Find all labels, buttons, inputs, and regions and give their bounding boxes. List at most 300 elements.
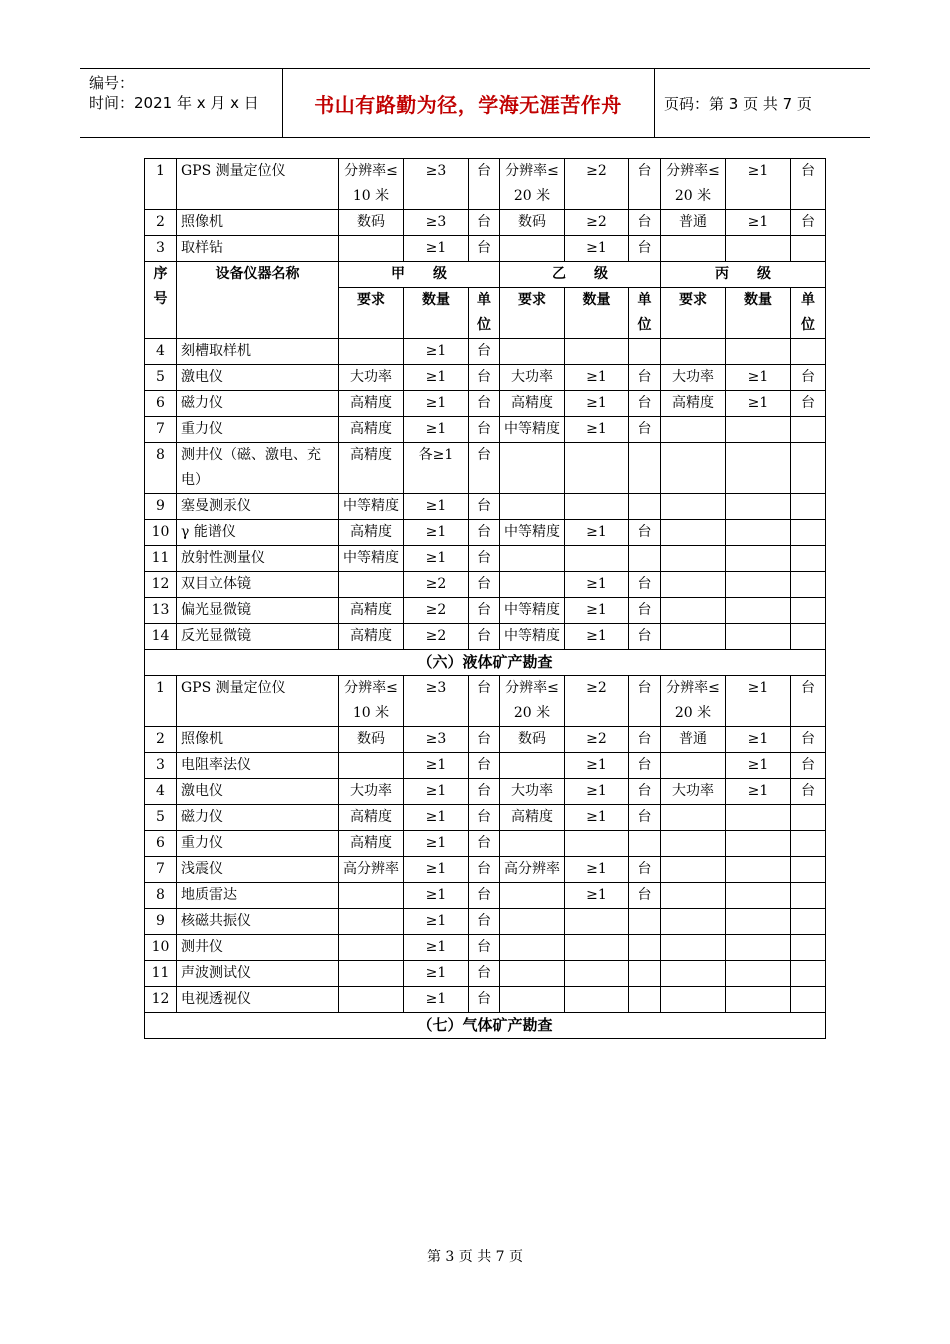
grade-c-requirement	[661, 805, 726, 831]
grade-b-requirement	[500, 572, 565, 598]
grade-b-unit: 台	[629, 857, 661, 883]
header-b-qty: 数量	[565, 288, 629, 339]
grade-b-quantity: ≥1	[565, 520, 629, 546]
grade-b-quantity: ≥1	[565, 417, 629, 443]
grade-b-unit	[629, 546, 661, 572]
grade-b-quantity: ≥1	[565, 857, 629, 883]
row-number: 12	[145, 987, 177, 1013]
row-number: 4	[145, 779, 177, 805]
grade-c-requirement: 普通	[661, 727, 726, 753]
grade-b-unit: 台	[629, 417, 661, 443]
grade-a-unit: 台	[469, 961, 500, 987]
row-number: 14	[145, 624, 177, 650]
row-number: 9	[145, 909, 177, 935]
grade-b-quantity: ≥1	[565, 805, 629, 831]
equipment-name: 地质雷达	[177, 883, 339, 909]
grade-a-requirement: 分辨率≤10 米	[339, 159, 404, 210]
table-row	[145, 546, 826, 572]
grade-c-requirement	[661, 339, 726, 365]
grade-b-unit: 台	[629, 210, 661, 236]
grade-b-requirement: 高精度	[500, 391, 565, 417]
grade-c-requirement	[661, 987, 726, 1013]
grade-b-requirement: 中等精度	[500, 598, 565, 624]
grade-a-requirement: 高分辨率	[339, 857, 404, 883]
grade-b-quantity	[565, 339, 629, 365]
grade-b-quantity	[565, 494, 629, 520]
header-a-qty: 数量	[404, 288, 469, 339]
grade-b-quantity	[565, 987, 629, 1013]
grade-a-requirement: 高精度	[339, 443, 404, 494]
equipment-name: 放射性测量仪	[177, 546, 339, 572]
grade-c-unit	[791, 494, 826, 520]
row-number: 3	[145, 753, 177, 779]
grade-c-quantity	[726, 624, 791, 650]
row-number: 4	[145, 339, 177, 365]
equipment-name: 刻槽取样机	[177, 339, 339, 365]
equipment-name: 激电仪	[177, 779, 339, 805]
grade-c-quantity	[726, 546, 791, 572]
grade-b-requirement	[500, 883, 565, 909]
header-meta	[80, 69, 283, 137]
grade-b-quantity: ≥1	[565, 753, 629, 779]
grade-a-requirement: 高精度	[339, 624, 404, 650]
grade-c-requirement: 大功率	[661, 365, 726, 391]
grade-a-quantity: ≥2	[404, 572, 469, 598]
grade-a-unit: 台	[469, 624, 500, 650]
grade-b-unit: 台	[629, 883, 661, 909]
grade-a-quantity: ≥1	[404, 339, 469, 365]
grade-c-requirement: 普通	[661, 210, 726, 236]
grade-b-requirement: 数码	[500, 210, 565, 236]
equipment-name: 重力仪	[177, 417, 339, 443]
grade-c-requirement	[661, 236, 726, 262]
grade-b-quantity: ≥2	[565, 727, 629, 753]
grade-a-unit: 台	[469, 676, 500, 727]
header-b-req: 要求	[500, 288, 565, 339]
grade-a-quantity: ≥1	[404, 909, 469, 935]
grade-a-requirement	[339, 987, 404, 1013]
grade-a-quantity: ≥1	[404, 391, 469, 417]
equipment-table	[144, 158, 826, 1039]
table-row	[145, 210, 826, 236]
grade-c-quantity	[726, 831, 791, 857]
grade-a-requirement	[339, 909, 404, 935]
grade-a-quantity: ≥2	[404, 598, 469, 624]
grade-a-quantity: ≥1	[404, 520, 469, 546]
grade-a-unit: 台	[469, 727, 500, 753]
section-title-gas: （七）气体矿产勘查	[145, 1013, 826, 1039]
row-number: 8	[145, 883, 177, 909]
grade-c-quantity: ≥1	[726, 210, 791, 236]
grade-c-quantity	[726, 520, 791, 546]
grade-c-quantity	[726, 572, 791, 598]
grade-a-quantity: ≥1	[404, 883, 469, 909]
header-motto-cell	[282, 69, 655, 137]
grade-b-requirement: 高分辨率	[500, 857, 565, 883]
grade-c-unit	[791, 520, 826, 546]
grade-b-requirement: 数码	[500, 727, 565, 753]
table-row	[145, 805, 826, 831]
grade-a-requirement	[339, 961, 404, 987]
grade-c-unit	[791, 909, 826, 935]
grade-c-quantity: ≥1	[726, 753, 791, 779]
grade-b-unit	[629, 909, 661, 935]
table-row	[145, 935, 826, 961]
grade-c-quantity	[726, 909, 791, 935]
grade-c-requirement	[661, 961, 726, 987]
grade-a-requirement: 中等精度	[339, 546, 404, 572]
grade-a-unit: 台	[469, 443, 500, 494]
row-number: 12	[145, 572, 177, 598]
grade-a-quantity: ≥3	[404, 727, 469, 753]
grade-a-requirement: 高精度	[339, 805, 404, 831]
grade-c-unit	[791, 935, 826, 961]
grade-b-unit: 台	[629, 779, 661, 805]
equipment-name: 磁力仪	[177, 391, 339, 417]
equipment-name: 反光显微镜	[177, 624, 339, 650]
grade-c-quantity	[726, 339, 791, 365]
equipment-name: 测井仪	[177, 935, 339, 961]
grade-b-unit	[629, 339, 661, 365]
grade-a-unit: 台	[469, 494, 500, 520]
grade-b-unit: 台	[629, 391, 661, 417]
grade-b-unit: 台	[629, 753, 661, 779]
rows-top	[145, 159, 826, 262]
grade-b-quantity	[565, 961, 629, 987]
table-row	[145, 727, 826, 753]
grade-c-requirement: 大功率	[661, 779, 726, 805]
grade-a-unit: 台	[469, 909, 500, 935]
grade-b-quantity	[565, 909, 629, 935]
grade-a-quantity: ≥3	[404, 159, 469, 210]
grade-b-unit: 台	[629, 572, 661, 598]
grade-c-quantity	[726, 857, 791, 883]
grade-b-unit: 台	[629, 159, 661, 210]
grade-a-quantity: ≥1	[404, 779, 469, 805]
grade-a-requirement: 大功率	[339, 779, 404, 805]
grade-c-unit: 台	[791, 727, 826, 753]
grade-a-requirement: 大功率	[339, 365, 404, 391]
grade-c-unit	[791, 624, 826, 650]
grade-b-requirement	[500, 961, 565, 987]
code-label: 编号：	[89, 74, 135, 92]
grade-c-requirement	[661, 443, 726, 494]
grade-b-quantity: ≥1	[565, 883, 629, 909]
equipment-name: 电阻率法仪	[177, 753, 339, 779]
grade-c-unit: 台	[791, 391, 826, 417]
equipment-name: 磁力仪	[177, 805, 339, 831]
row-number: 11	[145, 546, 177, 572]
grade-a-quantity: ≥1	[404, 236, 469, 262]
grade-c-requirement	[661, 417, 726, 443]
table-row	[145, 520, 826, 546]
grade-a-quantity: ≥1	[404, 831, 469, 857]
grade-b-unit: 台	[629, 624, 661, 650]
equipment-name: 双目立体镜	[177, 572, 339, 598]
grade-b-quantity	[565, 443, 629, 494]
grade-b-quantity: ≥2	[565, 159, 629, 210]
grade-c-requirement	[661, 753, 726, 779]
grade-b-quantity: ≥2	[565, 676, 629, 727]
grade-a-requirement	[339, 935, 404, 961]
grade-a-unit: 台	[469, 935, 500, 961]
grade-b-quantity: ≥1	[565, 236, 629, 262]
table-row	[145, 443, 826, 494]
grade-c-quantity: ≥1	[726, 159, 791, 210]
row-number: 8	[145, 443, 177, 494]
grade-b-requirement	[500, 987, 565, 1013]
rows-mid	[145, 339, 826, 650]
grade-c-unit: 台	[791, 753, 826, 779]
equipment-name: 浅震仪	[177, 857, 339, 883]
row-number: 1	[145, 159, 177, 210]
grade-c-quantity: ≥1	[726, 676, 791, 727]
table-row	[145, 909, 826, 935]
grade-b-unit: 台	[629, 727, 661, 753]
row-number: 2	[145, 210, 177, 236]
row-number: 5	[145, 365, 177, 391]
grade-b-quantity	[565, 831, 629, 857]
grade-c-quantity	[726, 494, 791, 520]
grade-a-unit: 台	[469, 236, 500, 262]
grade-c-requirement: 高精度	[661, 391, 726, 417]
grade-a-unit: 台	[469, 831, 500, 857]
grade-c-requirement	[661, 572, 726, 598]
equipment-name: 声波测试仪	[177, 961, 339, 987]
row-number: 3	[145, 236, 177, 262]
row-number: 2	[145, 727, 177, 753]
grade-c-requirement	[661, 598, 726, 624]
row-number: 13	[145, 598, 177, 624]
equipment-name: 测井仪（磁、激电、充电）	[177, 443, 339, 494]
grade-a-quantity: ≥1	[404, 365, 469, 391]
equipment-name: 照像机	[177, 210, 339, 236]
grade-b-unit: 台	[629, 236, 661, 262]
grade-a-quantity: ≥1	[404, 805, 469, 831]
grade-b-unit	[629, 831, 661, 857]
page-info: 页码：第 3 页 共 7 页	[664, 94, 812, 113]
header-name: 设备仪器名称	[177, 262, 339, 339]
equipment-name: 取样钻	[177, 236, 339, 262]
grade-b-quantity: ≥2	[565, 210, 629, 236]
grade-b-quantity	[565, 546, 629, 572]
grade-a-requirement: 高精度	[339, 598, 404, 624]
header-grade-a: 甲 级	[339, 262, 500, 288]
grade-c-quantity	[726, 961, 791, 987]
grade-c-requirement	[661, 883, 726, 909]
grade-c-unit	[791, 987, 826, 1013]
table-header	[145, 262, 826, 339]
grade-c-unit: 台	[791, 210, 826, 236]
grade-a-quantity: ≥3	[404, 676, 469, 727]
grade-a-requirement: 中等精度	[339, 494, 404, 520]
grade-c-requirement	[661, 857, 726, 883]
grade-a-unit: 台	[469, 987, 500, 1013]
table-row	[145, 598, 826, 624]
grade-c-unit	[791, 805, 826, 831]
table-row	[145, 624, 826, 650]
grade-c-requirement	[661, 624, 726, 650]
grade-b-unit: 台	[629, 365, 661, 391]
header-c-qty: 数量	[726, 288, 791, 339]
grade-b-unit	[629, 443, 661, 494]
grade-c-unit	[791, 339, 826, 365]
grade-b-unit: 台	[629, 805, 661, 831]
grade-c-unit	[791, 546, 826, 572]
equipment-name: GPS 测量定位仪	[177, 159, 339, 210]
table-row	[145, 857, 826, 883]
equipment-name: 重力仪	[177, 831, 339, 857]
table-row	[145, 339, 826, 365]
grade-a-unit: 台	[469, 365, 500, 391]
grade-c-unit: 台	[791, 159, 826, 210]
section-7	[145, 1013, 826, 1039]
table-row	[145, 572, 826, 598]
grade-a-quantity: ≥1	[404, 961, 469, 987]
grade-c-unit: 台	[791, 365, 826, 391]
grade-b-unit	[629, 961, 661, 987]
grade-b-quantity	[565, 935, 629, 961]
header-page-cell	[655, 69, 870, 137]
table-row	[145, 753, 826, 779]
row-number: 6	[145, 391, 177, 417]
grade-a-quantity: ≥2	[404, 624, 469, 650]
grade-c-requirement	[661, 935, 726, 961]
grade-c-unit	[791, 857, 826, 883]
grade-a-unit: 台	[469, 883, 500, 909]
grade-b-unit	[629, 494, 661, 520]
grade-a-unit: 台	[469, 753, 500, 779]
row-number: 11	[145, 961, 177, 987]
grade-b-requirement: 高精度	[500, 805, 565, 831]
grade-c-quantity	[726, 935, 791, 961]
grade-b-requirement: 中等精度	[500, 624, 565, 650]
header-a-req: 要求	[339, 288, 404, 339]
grade-b-requirement	[500, 909, 565, 935]
grade-b-unit: 台	[629, 520, 661, 546]
grade-c-unit: 台	[791, 779, 826, 805]
row-number: 6	[145, 831, 177, 857]
header-grade-c: 丙 级	[661, 262, 826, 288]
row-number: 10	[145, 935, 177, 961]
grade-c-unit	[791, 961, 826, 987]
grade-a-requirement: 数码	[339, 727, 404, 753]
grade-a-quantity: ≥3	[404, 210, 469, 236]
header-b-unit: 单位	[629, 288, 661, 339]
grade-a-requirement: 高精度	[339, 831, 404, 857]
grade-a-requirement: 高精度	[339, 391, 404, 417]
grade-c-quantity: ≥1	[726, 391, 791, 417]
table-row	[145, 961, 826, 987]
grade-b-requirement	[500, 935, 565, 961]
grade-c-quantity: ≥1	[726, 727, 791, 753]
grade-b-requirement: 大功率	[500, 365, 565, 391]
grade-a-quantity: ≥1	[404, 417, 469, 443]
row-number: 5	[145, 805, 177, 831]
table-row	[145, 236, 826, 262]
table-row	[145, 494, 826, 520]
table-row	[145, 676, 826, 727]
header-seq: 序号	[145, 262, 177, 339]
grade-a-unit: 台	[469, 520, 500, 546]
grade-b-requirement	[500, 494, 565, 520]
grade-b-requirement: 大功率	[500, 779, 565, 805]
grade-c-quantity	[726, 236, 791, 262]
grade-a-unit: 台	[469, 159, 500, 210]
table-row	[145, 883, 826, 909]
equipment-name: GPS 测量定位仪	[177, 676, 339, 727]
grade-b-requirement	[500, 831, 565, 857]
grade-b-quantity: ≥1	[565, 779, 629, 805]
grade-b-unit: 台	[629, 598, 661, 624]
grade-c-unit	[791, 417, 826, 443]
grade-c-quantity	[726, 417, 791, 443]
grade-a-unit: 台	[469, 572, 500, 598]
grade-b-quantity: ≥1	[565, 572, 629, 598]
grade-a-requirement: 高精度	[339, 520, 404, 546]
grade-a-requirement	[339, 883, 404, 909]
header-grade-b: 乙 级	[500, 262, 661, 288]
grade-a-unit: 台	[469, 805, 500, 831]
grade-b-requirement	[500, 443, 565, 494]
header-c-unit: 单位	[791, 288, 826, 339]
section-title-liquid: （六）液体矿产勘查	[145, 650, 826, 676]
grade-a-quantity: 各≥1	[404, 443, 469, 494]
grade-a-quantity: ≥1	[404, 935, 469, 961]
grade-b-unit	[629, 935, 661, 961]
row-number: 1	[145, 676, 177, 727]
grade-c-unit	[791, 883, 826, 909]
grade-a-unit: 台	[469, 598, 500, 624]
grade-a-unit: 台	[469, 210, 500, 236]
grade-c-unit: 台	[791, 676, 826, 727]
grade-c-requirement	[661, 831, 726, 857]
header-c-req: 要求	[661, 288, 726, 339]
grade-b-requirement: 分辨率≤20 米	[500, 676, 565, 727]
grade-a-unit: 台	[469, 779, 500, 805]
grade-b-requirement: 中等精度	[500, 417, 565, 443]
row-number: 9	[145, 494, 177, 520]
equipment-name: 塞曼测汞仪	[177, 494, 339, 520]
grade-a-quantity: ≥1	[404, 857, 469, 883]
grade-c-quantity	[726, 805, 791, 831]
grade-a-unit: 台	[469, 857, 500, 883]
grade-b-quantity: ≥1	[565, 624, 629, 650]
equipment-name: 电视透视仪	[177, 987, 339, 1013]
table-row	[145, 831, 826, 857]
grade-a-quantity: ≥1	[404, 753, 469, 779]
grade-c-quantity	[726, 883, 791, 909]
grade-c-quantity: ≥1	[726, 779, 791, 805]
time-label: 时间：2021 年 x 月 x 日	[89, 94, 259, 112]
row-number: 7	[145, 417, 177, 443]
grade-b-quantity: ≥1	[565, 598, 629, 624]
table-row	[145, 159, 826, 210]
grade-a-quantity: ≥1	[404, 546, 469, 572]
grade-b-unit: 台	[629, 676, 661, 727]
table-row	[145, 987, 826, 1013]
grade-a-unit: 台	[469, 417, 500, 443]
table-row	[145, 391, 826, 417]
grade-b-requirement	[500, 339, 565, 365]
grade-a-requirement	[339, 572, 404, 598]
grade-b-requirement: 中等精度	[500, 520, 565, 546]
grade-c-requirement	[661, 520, 726, 546]
row-number: 7	[145, 857, 177, 883]
grade-a-requirement: 分辨率≤10 米	[339, 676, 404, 727]
equipment-name: 核磁共振仪	[177, 909, 339, 935]
grade-a-unit: 台	[469, 546, 500, 572]
